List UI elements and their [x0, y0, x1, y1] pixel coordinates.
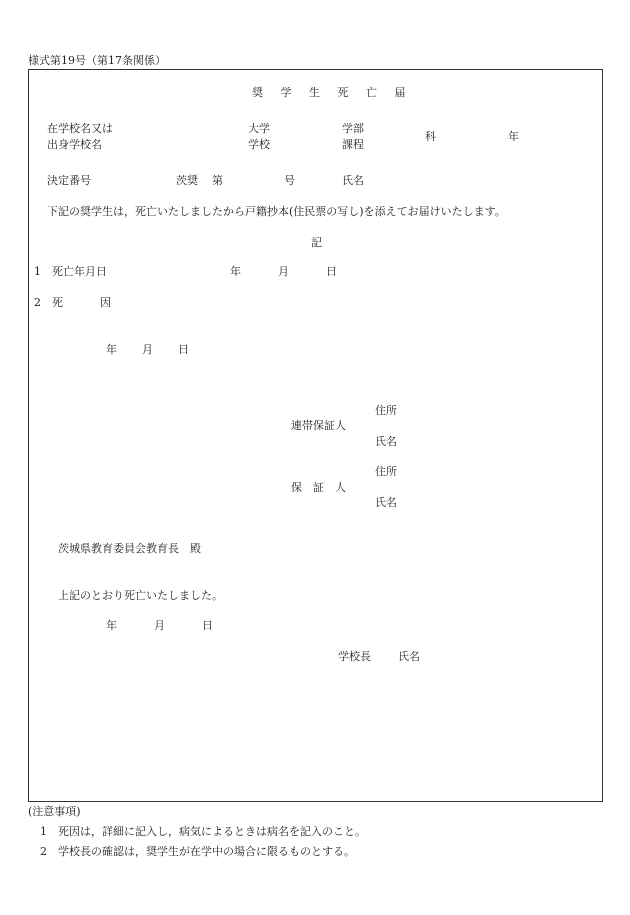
ka-label: 科	[425, 130, 436, 143]
gakubu-label: 学部	[342, 122, 364, 135]
date2-day: 日	[202, 619, 213, 632]
item2-label-a: 死	[52, 296, 63, 309]
student-name-label: 氏名	[342, 174, 364, 187]
item2-label-b: 因	[100, 296, 111, 309]
note1-text: 死因は，詳細に記入し，病気によるときは病名を記入のこと。	[58, 825, 366, 838]
principal-name-label: 氏名	[398, 650, 420, 663]
date1-day: 日	[178, 343, 189, 356]
date2-year: 年	[106, 619, 117, 632]
go-label: 号	[284, 174, 295, 187]
notes-heading: (注意事項)	[28, 805, 81, 818]
daigaku-label: 大学	[248, 122, 270, 135]
nen-label: 年	[508, 130, 519, 143]
ibasho-label: 茨奨	[176, 174, 198, 187]
guarantor-address-label: 住所	[375, 465, 397, 478]
item1-month: 月	[278, 265, 289, 278]
joint-guarantor-name-label: 氏名	[375, 435, 397, 448]
date2-month: 月	[154, 619, 165, 632]
date1-month: 月	[142, 343, 153, 356]
katei-label: 課程	[342, 138, 364, 151]
item2-number: 2	[34, 296, 41, 309]
joint-guarantor-label: 連帯保証人	[291, 419, 346, 432]
date1-year: 年	[106, 343, 117, 356]
gakko-label: 学校	[248, 138, 270, 151]
form-frame	[28, 69, 603, 802]
school-label-line1: 在学校名又は	[47, 122, 113, 135]
addressee: 茨城県教育委員会教育長 殿	[58, 542, 201, 555]
note2-number: 2	[40, 845, 47, 858]
school-label-line2: 出身学校名	[47, 138, 102, 151]
note2-text: 学校長の確認は，奨学生が在学中の場合に限るものとする。	[58, 845, 355, 858]
item1-year: 年	[230, 265, 241, 278]
item1-number: 1	[34, 265, 41, 278]
form-title: 奨 学 生 死 亡 届	[252, 86, 413, 99]
principal-label: 学校長	[338, 650, 371, 663]
guarantor-label: 保 証 人	[291, 481, 346, 494]
confirmation-text: 上記のとおり死亡いたしました。	[58, 589, 223, 602]
ki-label: 記	[311, 236, 322, 249]
item1-label: 死亡年月日	[52, 265, 107, 278]
item1-day: 日	[326, 265, 337, 278]
decision-number-label: 決定番号	[47, 174, 91, 187]
dai-label: 第	[212, 174, 223, 187]
joint-guarantor-address-label: 住所	[375, 404, 397, 417]
form-number: 様式第19号（第17条関係）	[28, 54, 166, 67]
note1-number: 1	[40, 825, 47, 838]
notice-text: 下記の奨学生は，死亡いたしましたから戸籍抄本(住民票の写し)を添えてお届けいたします。	[47, 205, 506, 218]
guarantor-name-label: 氏名	[375, 496, 397, 509]
